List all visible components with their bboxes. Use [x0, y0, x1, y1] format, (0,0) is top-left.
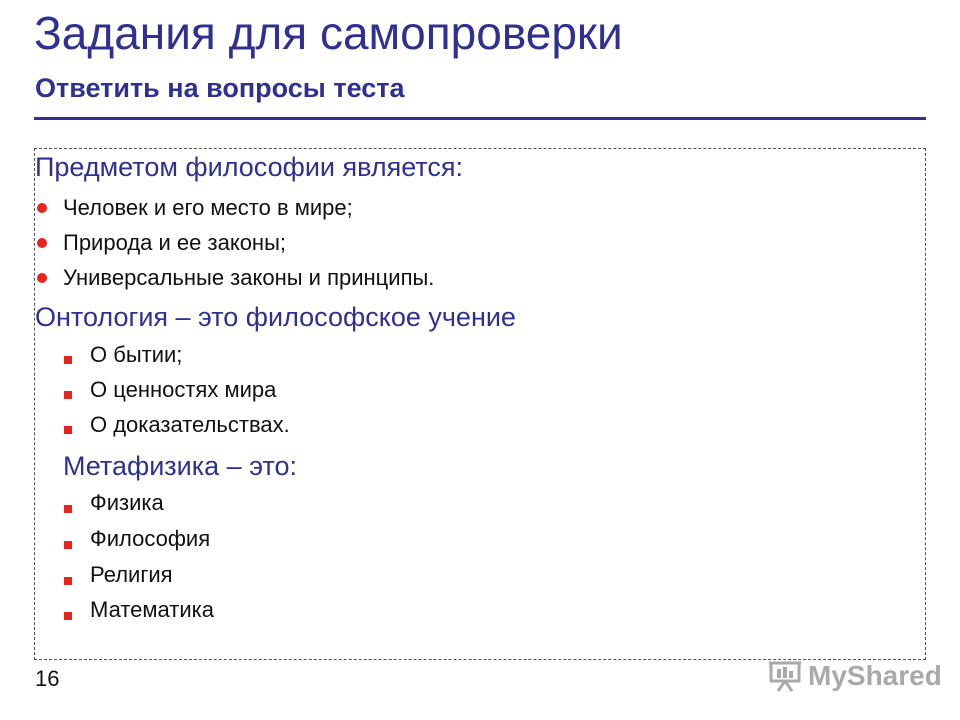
- question-1: Предметом философии является:: [35, 152, 464, 182]
- slide-title: Задания для самопроверки: [34, 7, 623, 59]
- bullet-square-icon: [64, 391, 72, 399]
- question-3-option-1: Физика: [90, 490, 164, 515]
- logo-text: MyShared: [808, 660, 942, 691]
- title-divider: [34, 117, 926, 120]
- bullet-square-icon: [64, 612, 72, 620]
- question-1-option-3: Универсальные законы и принципы.: [63, 265, 435, 290]
- bullet-square-icon: [64, 541, 72, 549]
- question-2-option-1: О бытии;: [90, 342, 183, 367]
- question-3: Метафизика – это:: [63, 451, 297, 481]
- bullet-square-icon: [64, 426, 72, 434]
- bullet-square-icon: [64, 577, 72, 585]
- watermark-logo: [768, 656, 942, 696]
- question-1-option-2: Природа и ее законы;: [63, 230, 286, 255]
- slide-subtitle: Ответить на вопросы теста: [35, 73, 405, 103]
- question-1-option-1: Человек и его место в мире;: [63, 195, 353, 220]
- question-2: Онтология – это философское учение: [35, 302, 516, 332]
- page-number: 16: [35, 666, 60, 691]
- bullet-dot-icon: [37, 238, 47, 248]
- bullet-dot-icon: [37, 273, 47, 283]
- question-3-option-4: Математика: [90, 597, 214, 622]
- question-3-option-2: Философия: [90, 526, 211, 551]
- question-2-option-3: О доказательствах.: [90, 412, 290, 437]
- bullet-dot-icon: [37, 203, 47, 213]
- projector-screen-icon: [768, 659, 802, 693]
- bullet-square-icon: [64, 505, 72, 513]
- question-3-option-3: Религия: [90, 562, 173, 587]
- question-2-option-2: О ценностях мира: [90, 377, 277, 402]
- bullet-square-icon: [64, 356, 72, 364]
